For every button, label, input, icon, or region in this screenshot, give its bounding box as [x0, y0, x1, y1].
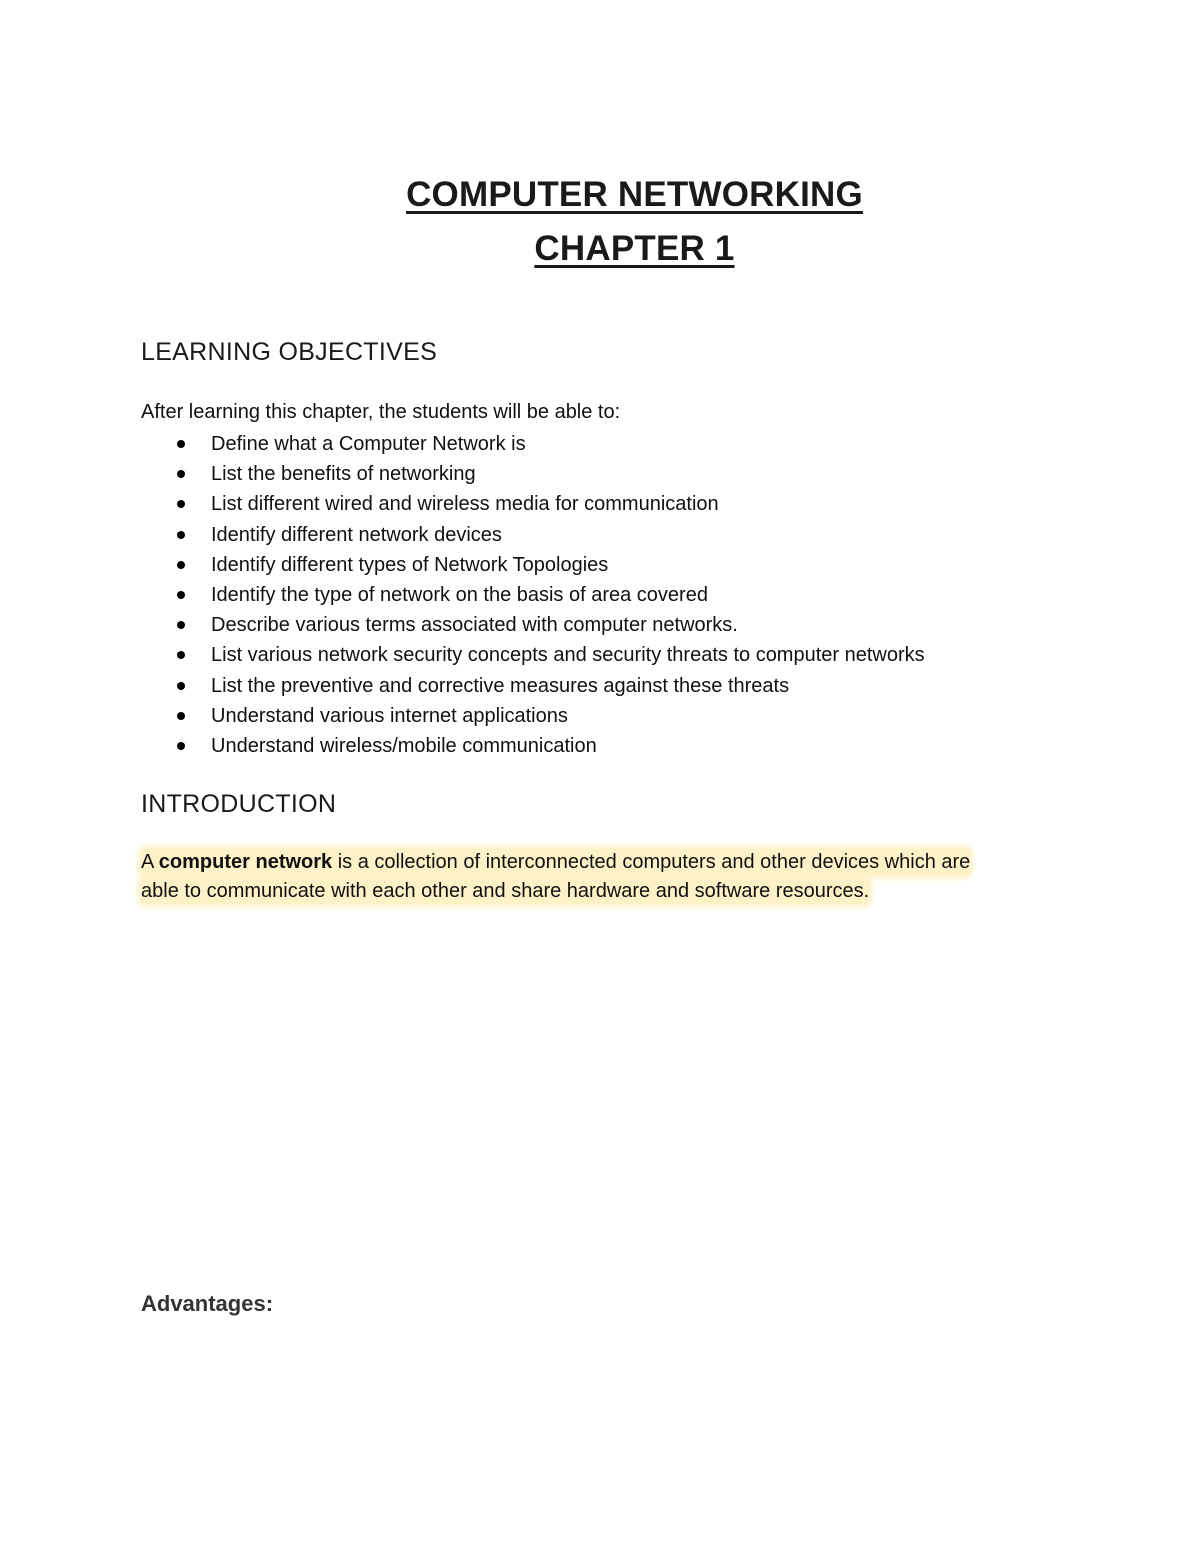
list-item: Describe various terms associated with computer networks.: [141, 610, 925, 640]
list-item: List various network security concepts and security threats to computer networks: [141, 640, 925, 670]
objectives-list: [141, 429, 925, 761]
bullet-icon: [177, 591, 185, 599]
list-item: Identify different types of Network Topologies: [141, 550, 925, 580]
bullet-icon: [177, 651, 185, 659]
learning-objectives-heading: LEARNING OBJECTIVES: [141, 338, 438, 366]
highlight-mark: able to communicate with each other and share hardware and software resources.: [141, 880, 870, 902]
list-item: List different wired and wireless media for communication: [141, 489, 925, 519]
highlight-mark: A computer network is a collection of interconnected computers and other devices which are: [141, 851, 971, 873]
bullet-icon: [177, 621, 185, 629]
definition-paragraph: [130, 848, 1050, 906]
list-item: Understand wireless/mobile communication: [141, 731, 925, 761]
advantages-heading: Advantages:: [141, 1291, 274, 1316]
definition-term: computer network: [158, 851, 333, 873]
definition-line-2: [130, 877, 1050, 906]
bullet-icon: [177, 742, 185, 750]
list-item: Identify different network devices: [141, 520, 925, 550]
objectives-intro-text: After learning this chapter, the students will be able to:: [141, 401, 621, 423]
bullet-icon: [177, 682, 185, 690]
list-item: Identify the type of network on the basis of area covered: [141, 580, 925, 610]
list-item: Understand various internet applications: [141, 701, 925, 731]
introduction-heading: INTRODUCTION: [141, 790, 337, 818]
definition-line-1: [130, 848, 1050, 877]
document-title: COMPUTER NETWORKING: [406, 175, 863, 214]
list-item: List the preventive and corrective measures against these threats: [141, 671, 925, 701]
bullet-icon: [177, 531, 185, 539]
list-item: Define what a Computer Network is: [141, 429, 925, 459]
bullet-icon: [177, 561, 185, 569]
bullet-icon: [177, 712, 185, 720]
bullet-icon: [177, 470, 185, 478]
bullet-icon: [177, 440, 185, 448]
bullet-icon: [177, 500, 185, 508]
chapter-title: CHAPTER 1: [534, 229, 735, 268]
list-item: List the benefits of networking: [141, 459, 925, 489]
